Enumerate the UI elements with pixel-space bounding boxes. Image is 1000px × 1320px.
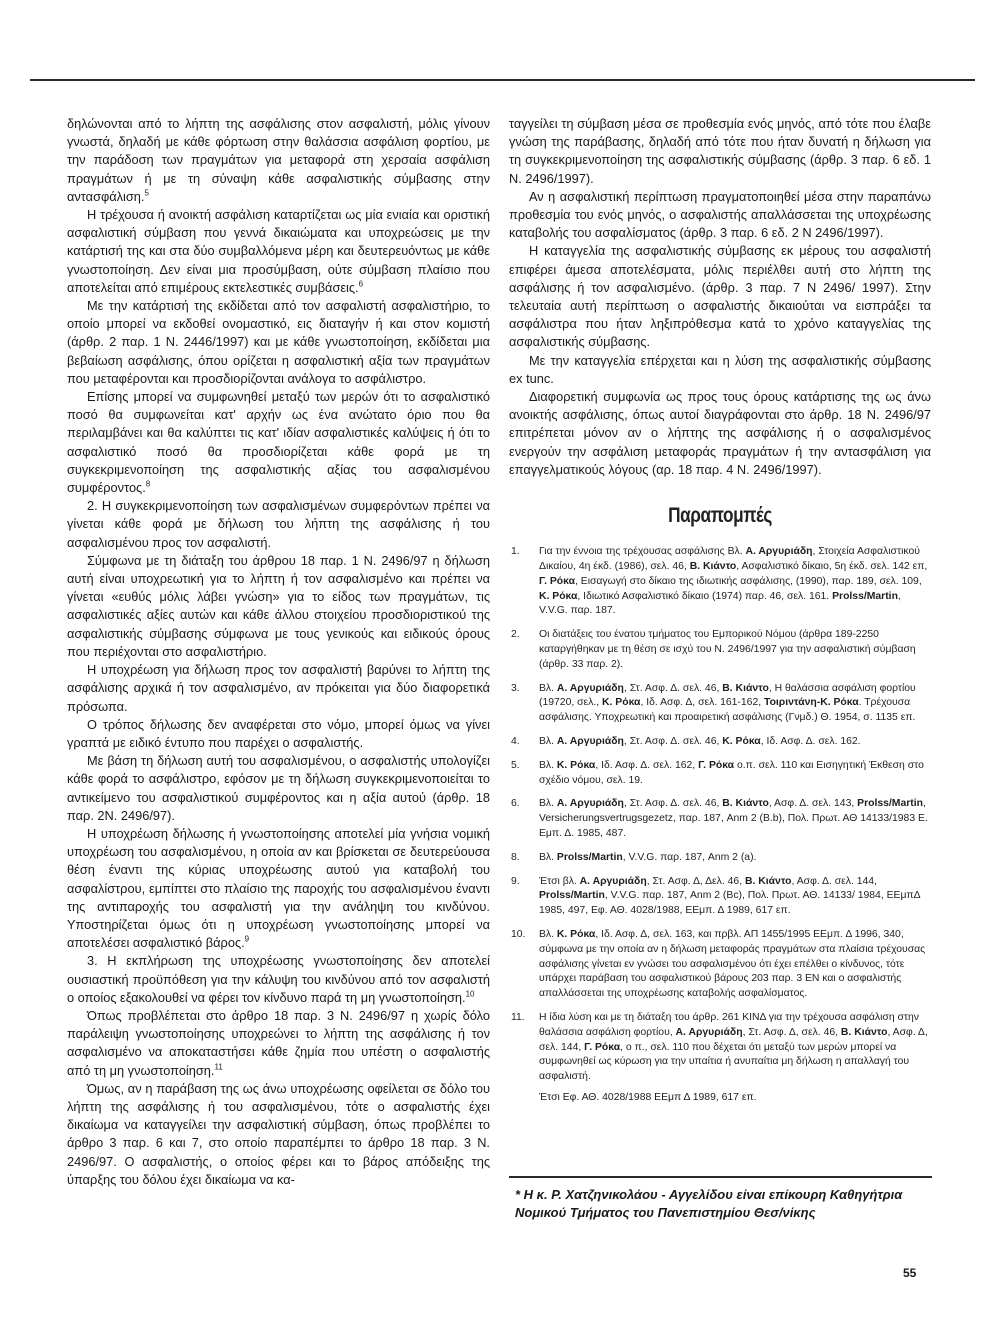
- footnote-text: Η ίδια λύση και με τη διάταξη του άρθρ. 261 ΚΙΝΔ για την τρέχουσα ασφάλιση στην θαλάσσια ασφάλιση φορτίου, Α. Αργυριάδη, Στ. Ασφ. Δ, σελ. 46, Β. Κιάντο, Ασφ. Δ, σελ. 144, Γ. Ρόκα, ο π., σελ. 110 που δέχεται ότι μεταξύ των μερών μπορεί να συμφωνηθεί ως κύρωση για την υπαίτια ή ανυπαίτια μη δήλωση η απαλλαγή του ασφαλιστή.: [539, 1011, 928, 1083]
- left-paragraph: [67, 661, 490, 716]
- left-paragraph: [67, 752, 490, 825]
- page-number: 55: [903, 1266, 917, 1280]
- footnote-text: Βλ. Κ. Ρόκα, Ιδ. Ασφ. Δ, σελ. 163, και πρβλ. ΑΠ 1455/1995 ΕΕμπ. Δ 1996, 340, σύμφωνα με την οποία αν η δήλωση μεταφοράς πραγμάτων στα πλαίσια τρέχουσας ασφάλισης γίνεται εν γνώσει του ασφαλισμένου ότι έχει επέλθει ο κίνδυνος, τότε υπάρχει παράβαση του ασφαλιστικού βάρους 203 παρ. 3 ΕΝ και ο ασφαλιστής απαλλάσσεται της υποχρέωσης καταβολής ασφαλίσματος.: [539, 929, 926, 1000]
- right-paragraph: Η καταγγελία της ασφαλιστικής σύμβασης εκ μέρους του ασφαλιστή επιφέρει άμεσα αποτελέσματα, μόλις περιέλθει αυτή στο λήπτη της ασφάλισης ή τον ασφαλισμένο. (άρθρ. 3 παρ. 7 Ν 2496/ 1997). Στην τελευταία αυτή περίπτωση ο ασφαλιστής δικαιούται να εισπράξει τα ασφάλιστρα που ήταν ληξιπρόθεσμα κατά το χρόνο καταγγελίας της ασφαλιστικής σύμβασης.: [509, 243, 931, 350]
- left-paragraph: [67, 297, 490, 388]
- author-note: * Η κ. Ρ. Χατζηνικολάου - Αγγελίδου είναι επίκουρη Καθηγήτρια Νομικού Τμήματος του Πανεπιστημίου Θεσ/νίκης: [515, 1187, 903, 1220]
- footnote-number: 9.: [511, 875, 520, 887]
- left-paragraph: [67, 952, 490, 1007]
- right-column: [509, 115, 931, 1106]
- paragraph-text: δηλώνονται από το λήπτη της ασφάλισης στον ασφαλιστή, μόλις γίνουν γνωστά, δηλαδή με κάθε φόρτωση στην θαλάσσια ασφάλιση φορτίου, με την παράδοση των πραγμάτων για μεταφορά στη χερσαία ασφάλιση πραγμάτων ή με τη σύναψη κάθε ασφαλιστικής σύμβασης στην αντασφάλιση.: [67, 116, 490, 204]
- footnote-text: Για την έννοια της τρέχουσας ασφάλισης Βλ. Α. Αργυριάδη, Στοιχεία Ασφαλιστικού Δικαίου, 4η έκδ. (1986), σελ. 46, Β. Κιάντο, Ασφαλιστικό δίκαιο, 5η έκδ. σελ. 142 επ, Γ. Ρόκα, Εισαγωγή στο δίκαιο της ιδιωτικής ασφάλισης, (1990), παρ. 189, σελ. 109, Κ. Ρόκα, Ιδιωτικό Ασφαλιστικό δίκαιο (1974) παρ. 46, σελ. 161. Prolss/Martin, V.V.G. παρ. 187.: [539, 546, 928, 617]
- footnote-item: [509, 1011, 931, 1085]
- notes-list: [509, 545, 931, 1085]
- left-paragraph: [67, 1080, 490, 1189]
- footnote-number: 1.: [511, 546, 520, 558]
- paragraph-text: Σύμφωνα με τη διάταξη του άρθρου 18 παρ. 1 Ν. 2496/97 η δήλωση αυτή είναι υποχρεωτική για το λήπτη ή τον ασφαλισμένο και πρέπει να γίνεται «ευθύς μόλις λάβει γνώση» για το είδος των πραγμάτων, τις ασφαλιστικές αξίες αυτών και κάθε άλλου στοιχείου προσδιοριστικού της ασφαλιστικής σύμβασης σύμφωνα με τους γενικούς και ειδικούς όρους που περιέχονται στο ασφαλιστήριο.: [67, 552, 490, 659]
- paragraph-text: Ο τρόπος δήλωσης δεν αναφέρεται στο νόμο, μπορεί όμως να γίνει γραπτά με ειδικό έντυπο που παρέχει ο ασφαλιστής.: [67, 716, 490, 750]
- footnote-item: [509, 928, 931, 1002]
- paragraph-text: Επίσης μπορεί να συμφωνηθεί μεταξύ των μερών ότι το ασφαλιστικό ποσό θα συμφωνείται κατ' αρχήν ως ένα ανώτατο όριο που θα περιλαμβάνει και θα καλύπτει τις κατ' ιδίαν ασφαλιστικές καλύψεις ή ότι το ασφαλιστικό ποσό θα προσδιορίζεται κάθε φορά με τη συγκεκριμενοποίηση της ασφαλιστικής αξίας του ασφαλισμένου συμφέροντος.: [67, 389, 490, 496]
- footnote-mark: 10: [465, 989, 475, 999]
- right-paragraph: Με την καταγγελία επέρχεται και η λύση της ασφαλιστικής σύμβασης ex tunc.: [509, 352, 931, 386]
- footnote-text: Βλ. Prolss/Martin, V.V.G. παρ. 187, Anm 2 (a).: [539, 851, 757, 863]
- footnote-text: Βλ. Α. Αργυριάδη, Στ. Ασφ. Δ. σελ. 46, Β. Κιάντο, Η θαλάσσια ασφάλιση φορτίου (19720, σελ., Κ. Ρόκα, Ιδ. Ασφ. Δ, σελ. 161-162, Τοιριντάνη-Κ. Ρόκα. Τρέχουσα ασφάλισης. Υποχρεωτική και προαιρετική ασφάλισης (Γνμδ.) Θ. 1954, σ. 1135 επ.: [539, 682, 916, 724]
- footnote-text: Έτσι βλ. Α. Αργυριάδη, Στ. Ασφ. Δ, Δελ. 46, Β. Κιάντο, Ασφ. Δ. σελ. 144, Prolss/Martin, V.V.G. παρ. 187, Anm 2 (Bc), Πολ. Πρωτ. ΑΘ. 14133/ 1984, ΕΕμπΔ 1985, 497, Εφ. ΑΘ. 4028/1988, ΕΕμπ. Δ 1989, 617 επ.: [539, 875, 920, 917]
- author-rule: [509, 1176, 932, 1178]
- footnote-text: Βλ. Α. Αργυριάδη, Στ. Ασφ. Δ. σελ. 46, Β. Κιάντο, Ασφ. Δ. σελ. 143, Prolss/Martin, Versicherungsvertrugsgezetz, παρ. 187, Anm 2 (B.b), Πολ. Πρωτ. ΑΘ 14133/1983 Ε. Εμπ. Δ. 1985, 487.: [539, 798, 928, 840]
- paragraph-text: Η υποχρέωση για δήλωση προς τον ασφαλιστή βαρύνει το λήπτη της ασφάλισης αρχικά ή τον ασφαλισμένο, αν πρόκειται για δύο διαφορετικά πρόσωπα.: [67, 662, 490, 714]
- right-paragraph: ταγγείλει τη σύμβαση μέσα σε προθεσμία ενός μηνός, από τότε που έλαβε γνώση της παράβασης, δηλαδή από τότε που ήταν δυνατή η δήλωση για τη συγκεκριμενοποίηση της ασφαλιστικής σύμβασης (άρθρ. 3 παρ. 6 εδ. 1 Ν. 2496/1997).: [509, 116, 931, 186]
- right-paragraph: Αν η ασφαλιστική περίπτωση πραγματοποιηθεί μέσα στην παραπάνω προθεσμία του ενός μηνός, ο ασφαλιστής απαλλάσσεται της υποχρέωσης καταβολής του ασφαλίσματος (άρθρ. 3 παρ. 6 εδ. 2 Ν 2496/1997).: [509, 188, 931, 241]
- right-paragraph: Διαφορετική συμφωνία ως προς τους όρους κατάρτισης της ως άνω ανοικτής ασφάλισης, όπως αυτοί διαγράφονται στο άρθρ. 18 Ν. 2496/97 επιτρέπεται μόνον αν ο λήπτης της ασφάλισης ή ο ασφαλισμένος ενεργούν την ασφάλιση μεταφοράς πραγμάτων ή την αντασφάλιση για επαγγελματικούς λόγους (αρ. 18 παρ. 4 Ν. 2496/1997).: [509, 389, 931, 477]
- footnote-text: Βλ. Κ. Ρόκα, Ιδ. Ασφ. Δ. σελ. 162, Γ. Ρόκα ο.π. σελ. 110 και Εισηγητική Έκθεση στο σχέδιο νόμου, σελ. 19.: [539, 759, 924, 786]
- footnote-mark: 6: [358, 279, 364, 289]
- paragraph-text: Όμως, αν η παράβαση της ως άνω υποχρέωσης οφείλεται σε δόλο του λήπτη της ασφάλισης ή του ασφαλισμένου, τότε ο ασφαλιστής έχει δικαίωμα να καταγγείλει την ασφαλιστική σύμβαση, όπως προβλέπει το άρθρο 3 παρ. 6 και 7, στο οποίο παραπέμπει το άρθρο 18 παρ. 3 Ν. 2496/97. Ο ασφαλιστής, ο οποίος φέρει και το βάρος απόδειξης της ύπαρξης του δόλου έχει δικαίωμα να κα-: [67, 1080, 490, 1187]
- footnote-text: Βλ. Α. Αργυριάδη, Στ. Ασφ. Δ. σελ. 46, Κ. Ρόκα, Ιδ. Ασφ. Δ. σελ. 162.: [539, 736, 861, 748]
- footnote-mark: 5: [144, 188, 149, 198]
- paragraph-text: Η τρέχουσα ή ανοικτή ασφάλιση καταρτίζεται ως μία ενιαία και οριστική ασφαλιστική σύμβαση που γεννά δικαιώματα και υποχρεώσεις με την κατάρτισή της και στα δύο συμβαλλόμενα μέρη και δευτερευόντως με κάθε γνωστοποίηση. Δεν είναι μια προσύμβαση, ούτε σύμβαση πλαίσιο που αποτελείται από επιμέρους εκτελεστικές συμβάσεις.: [67, 207, 490, 295]
- footnote-number: 8.: [511, 851, 520, 863]
- footnote-number: 3.: [511, 682, 520, 694]
- footnote-number: 4.: [511, 736, 520, 748]
- paragraph-text: 2. Η συγκεκριμενοποίηση των ασφαλισμένων συμφερόντων πρέπει να γίνεται κάθε φορά με δήλωση του λήπτη της ασφάλισης ή του ασφαλισμένου προς τον ασφαλιστή.: [67, 498, 490, 550]
- right-column-body: [509, 115, 931, 479]
- left-paragraph: [67, 115, 490, 206]
- top-rule: [30, 79, 975, 81]
- footnote-item: [509, 682, 931, 726]
- footnote-number: 2.: [511, 629, 520, 641]
- paragraph-text: Με την κατάρτισή της εκδίδεται από τον ασφαλιστή ασφαλιστήριο, το οποίο μπορεί να εκδοθεί ονομαστικό, εις διαταγήν ή και στον κομιστή (άρθρ. 2 παρ. 1 Ν. 2446/1997) και με κάθε γνωστοποίηση, εκδίδεται μια βεβαίωση ασφάλισης, όπου ορίζεται η ασφαλιστική αξία των πραγμάτων που μεταφέρονται και προσδιορίζονται ανάλογα το ασφάλιστρο.: [67, 298, 490, 386]
- left-paragraph: [67, 497, 490, 552]
- left-paragraph: [67, 206, 490, 297]
- footnote-mark: 11: [214, 1062, 223, 1072]
- footnote-mark: 8: [145, 479, 151, 489]
- left-paragraph: [67, 552, 490, 661]
- paragraph-text: Με βάση τη δήλωση αυτή του ασφαλισμένου, ο ασφαλιστής υπολογίζει κάθε φορά το ασφάλιστρο, εφόσον με τη δήλωση συγκεκριμενοποιείται το αντικείμενο του ασφαλιστικού συμφέροντος και η αξία αυτού (άρθρ. 18 παρ. 2Ν. 2496/97).: [67, 753, 490, 823]
- footnote-number: 6.: [511, 798, 520, 810]
- left-paragraph: [67, 716, 490, 752]
- notes-extra: Έτσι Εφ. ΑΘ. 4028/1988 ΕΕμπ Δ 1989, 617 επ.: [539, 1091, 757, 1103]
- left-paragraph: [67, 825, 490, 952]
- footnote-item: [509, 735, 931, 750]
- notes-title: Παραπομπές: [668, 504, 772, 528]
- paragraph-text: Η υποχρέωση δήλωσης ή γνωστοποίησης αποτελεί μία γνήσια νομική υποχρέωση του ασφαλισμένου, η οποία αν και βρίσκεται σε δευτερεύουσα θέση έναντι της κύριας υποχρέωσης αυτού για καταβολή του ασφαλίστρου, εμπίπτει στο πλαίσιο της παροχής του ασφαλισμένου έναντι της αντιπαροχής του ασφαλιστή για την ανάληψη του κινδύνου. Υποστηρίζεται όμως ότι η υποχρέωση γνωστοποίησης μπορεί να αποτελέσει ασφαλιστικό βάρος.: [67, 825, 490, 951]
- left-paragraph: [67, 1007, 490, 1080]
- footnote-item: [509, 545, 931, 619]
- footnote-number: 5.: [511, 759, 520, 771]
- footnote-item: [509, 759, 931, 789]
- footnote-item: [509, 875, 931, 919]
- footnote-number: 11.: [511, 1011, 525, 1023]
- footnote-item: [509, 851, 931, 866]
- footnote-text: Οι διατάξεις του ένατου τμήματος του Εμπορικού Νόμου (άρθρα 189-2250 καταργήθηκαν με τη θέση σε ισχύ του Ν. 2496/1997 για την ασφαλιστική σύμβαση (άρθρ. 33 παρ. 2).: [539, 629, 916, 670]
- paragraph-text: Όπως προβλέπεται στο άρθρο 18 παρ. 3 Ν. 2496/97 η χωρίς δόλο παράλειψη γνωστοποίησης υποχρεώνει το λήπτη της ασφάλισης ή τον ασφαλισμένο να αποκαταστήσει κάθε ζημία που υπέστη ο ασφαλιστής από τη μη γνωστοποίηση.: [67, 1007, 490, 1078]
- footnote-number: 10.: [511, 929, 526, 940]
- left-paragraph: [67, 388, 490, 497]
- paragraph-text: 3. Η εκπλήρωση της υποχρέωσης γνωστοποίησης δεν αποτελεί ουσιαστική προϋπόθεση για την κάλυψη του κινδύνου από τον ασφαλιστή ο οποίος εξακολουθεί να φέρει τον κίνδυνο παρά τη μη γνωστοποίηση.: [67, 953, 490, 1005]
- footnote-item: [509, 797, 931, 841]
- footnote-mark: 9: [244, 934, 250, 944]
- left-column: [67, 115, 490, 1189]
- footnote-item: [509, 628, 931, 672]
